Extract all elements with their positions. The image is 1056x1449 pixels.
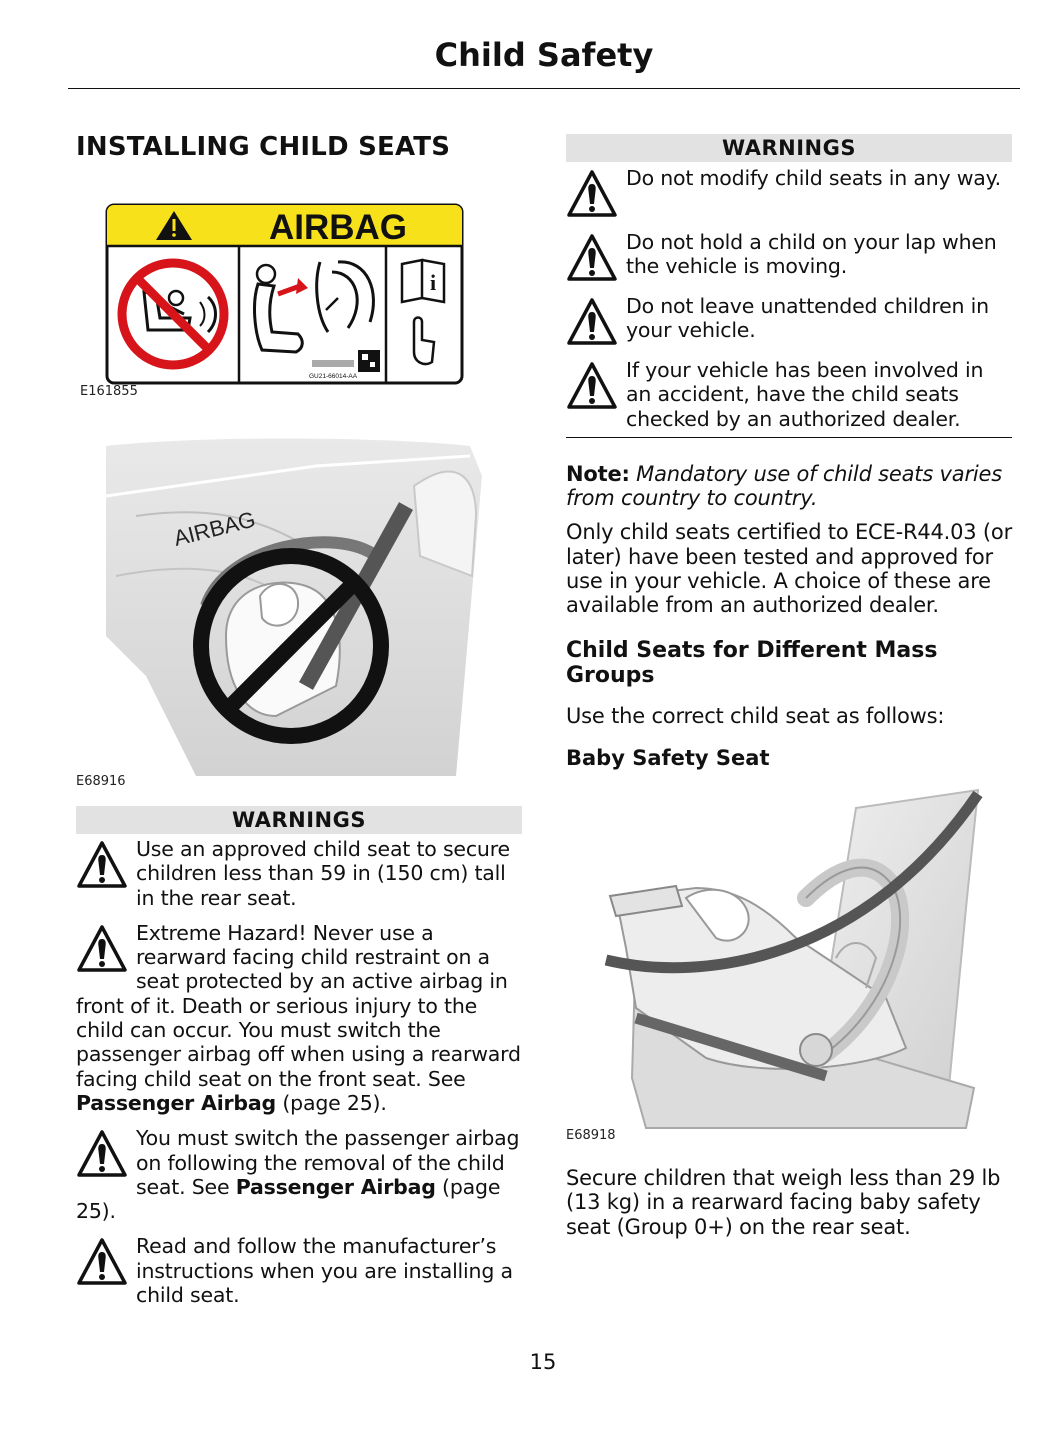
page-number: 15 [529,1350,557,1374]
svg-text:i: i [429,270,437,295]
warning-item [566,230,1012,286]
warning-text: Use an approved child seat to secure children less than 59 in (150 cm) tall in the rear seat. [136,837,510,910]
page-reference: (page 25). [276,1090,387,1115]
note [566,462,1012,511]
baby-seat-heading: Baby Safety Seat [566,745,770,770]
page-title: Child Safety [434,36,654,74]
warning-icon [76,1128,128,1180]
warning-item [76,1126,522,1223]
figure-code: E68918 [566,1127,616,1143]
instruction-paragraph: Use the correct child seat as follows: [566,703,945,728]
note-text: Mandatory use of child seats varies from country to country. [566,461,1002,511]
subheading: Child Seats for Different Mass Groups [566,637,938,688]
warning-text: Extreme Hazard! Never use a rearward facing child restraint on a seat protected by an active airbag in front of it. Death or serious injury to the child can occur. You must switch the passenger airbag off when using a rearward facing child seat on the front seat. See [76,920,521,1091]
dash-airbag-text: AIRBAG [171,506,258,551]
figure-code: E161855 [80,384,138,399]
warning-icon [76,923,128,975]
right-column [566,134,1012,1239]
airbag-label-text: AIRBAG [268,208,408,247]
figure-code: E68916 [76,774,126,789]
airbag-warning-label [76,202,522,392]
note-label: Note: [566,461,630,486]
baby-safety-seat-figure [566,788,1012,1158]
passenger-airbag-link[interactable]: Passenger Airbag [76,1090,277,1115]
certification-paragraph: Only child seats certified to ECE-R44.03 (or later) have been tested and approved for use in your vehicle. A choice of these are available from an authorized dealer. [566,520,1013,618]
baby-seat-paragraph: Secure children that weigh less than 29 lb (13 kg) in a rearward facing baby safety seat (Group 0+) on the rear seat. [566,1165,1001,1239]
right-warnings [566,166,1012,438]
left-warnings [76,806,522,1307]
warning-text: Do not leave unattended children in your vehicle. [626,294,989,343]
warning-text: You must switch the passenger airbag on following the removal of the child seat. See [136,1126,520,1199]
warning-icon [76,839,128,891]
warning-item [566,294,1012,350]
passenger-airbag-link[interactable]: Passenger Airbag [235,1174,436,1199]
rear-facing-seat-airbag-figure [76,436,522,796]
warning-icon [76,1236,128,1288]
warnings-header: WARNINGS [566,134,1012,162]
warnings-header: WARNINGS [76,806,522,834]
warning-icon [566,296,618,348]
warning-item [76,921,522,1115]
warning-item [76,1234,522,1307]
page-reference: (page 25). [76,1174,501,1224]
no-child-seat-airbag-illustration [76,436,522,776]
warning-icon [566,232,618,284]
warning-icon [566,360,618,412]
warning-text: Do not modify child seats in any way. [626,166,1001,190]
page-header [68,30,1020,89]
baby-safety-seat-illustration [566,788,1012,1138]
warning-text: Do not hold a child on your lap when the vehicle is moving. [626,230,997,279]
airbag-warning-label-figure [76,202,522,418]
label-part-number: GU21-66014-AA [308,373,358,380]
warning-icon [566,168,618,220]
warning-text: Read and follow the manufacturer’s instructions when you are installing a child seat. [136,1234,513,1308]
warning-item [566,358,1012,431]
warning-text: If your vehicle has been involved in an accident, have the child seats checked by an authorized dealer. [626,358,984,431]
warning-item [76,837,522,910]
left-column [76,130,522,1307]
section-title: INSTALLING CHILD SEATS [76,132,451,162]
warning-item [566,166,1012,222]
